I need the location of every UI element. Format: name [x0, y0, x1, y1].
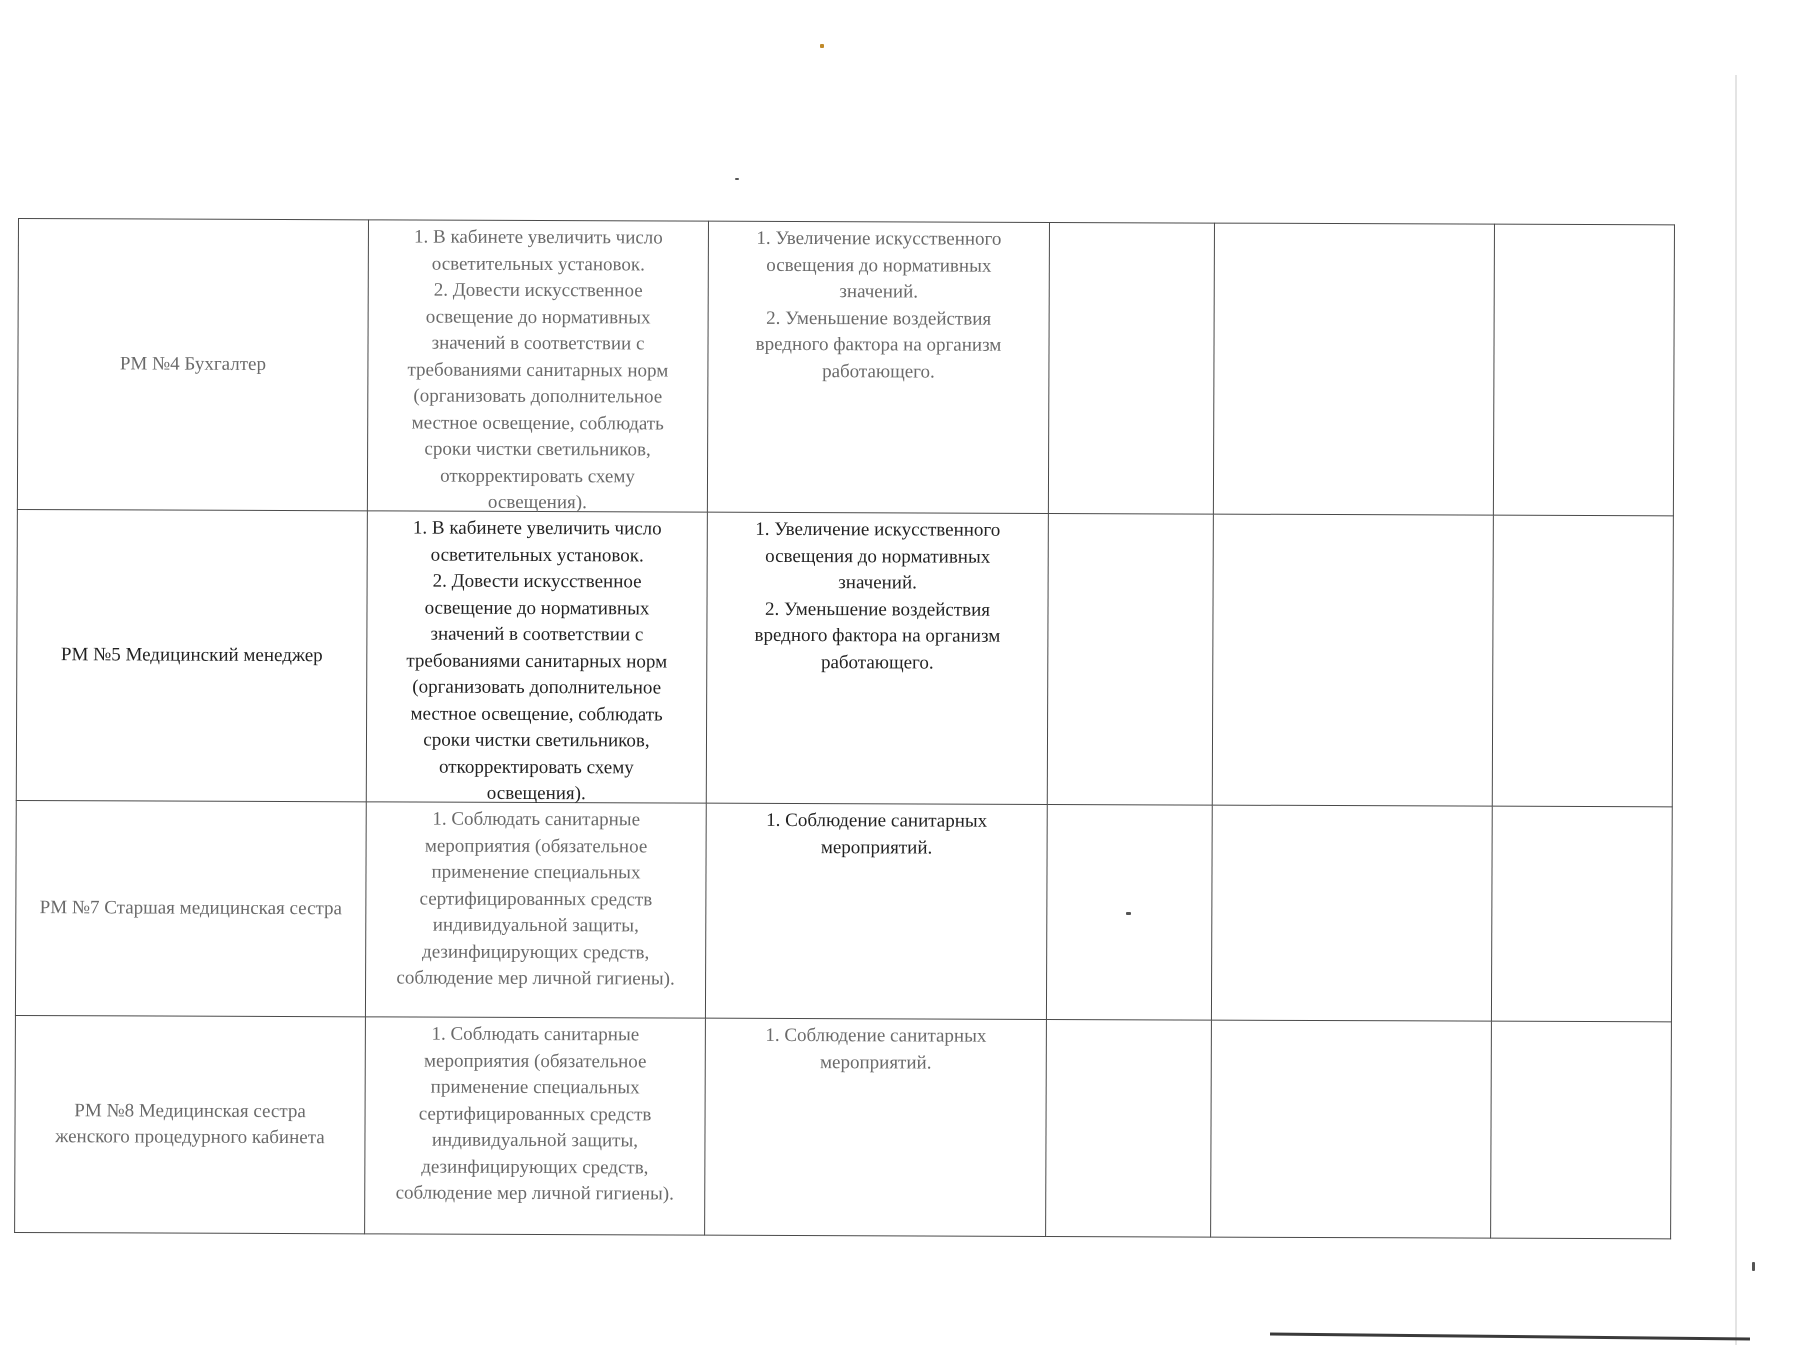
measures-cell [365, 1017, 706, 1235]
goal-cell [707, 221, 1049, 513]
empty-cell [1212, 514, 1493, 806]
workplace-cell [17, 219, 368, 511]
measures-line: сертифицированных средств [419, 888, 653, 910]
empty-cell [1211, 805, 1492, 1021]
measures-line: освещение до нормативных [424, 597, 650, 619]
goal-line: значений. [838, 572, 917, 594]
goal-cell [706, 512, 1048, 804]
table-row [17, 219, 1674, 516]
measures-line: освещения). [487, 491, 587, 514]
workplace-label: РМ №8 Медицинская сестра женского процедурного кабинета [55, 1099, 325, 1149]
workplace-cell [16, 509, 367, 801]
measures-line: освещение до нормативных [425, 306, 651, 328]
table-row [15, 800, 1672, 1021]
measures-line: откорректировать схему [438, 756, 634, 778]
measures-line: значений в соответствии с [431, 332, 645, 355]
goal-line: 2. Уменьшение воздействия [764, 598, 991, 621]
workplace-label: РМ №5 Медицинский менеджер [60, 643, 323, 666]
goal-cell [705, 1018, 1047, 1236]
measures-line: индивидуальной защиты, [431, 1129, 639, 1152]
measures-line: сертифицированных средств [418, 1103, 652, 1125]
empty-cell [1491, 1021, 1672, 1239]
workplace-label: РМ №7 Старшая медицинская сестра [39, 896, 343, 919]
measures-line: мероприятия (обязательное [424, 835, 648, 857]
scan-speck [1752, 1262, 1755, 1271]
measures-line: дезинфицирующих средств, [421, 1156, 649, 1178]
empty-cell [1491, 806, 1672, 1022]
goal-line: 1. Соблюдение санитарных [766, 809, 988, 832]
goal-line: вредного фактора на организм [754, 624, 1001, 647]
measures-line: соблюдение мер личной гигиены). [395, 1182, 674, 1205]
goal-line: 1. Увеличение искусственного [755, 518, 1001, 541]
workplace-label: РМ №4 Бухгалтер [119, 353, 267, 375]
measures-line: 2. Довести искусственное [432, 570, 642, 593]
measures-line: соблюдение мер личной гигиены). [396, 967, 675, 990]
measures-line: местное освещение, соблюдать [411, 412, 664, 434]
empty-cell [1046, 804, 1212, 1020]
goal-line: мероприятий. [820, 1051, 932, 1074]
scan-artifact-line [1270, 1332, 1750, 1340]
empty-cell [1211, 1020, 1492, 1238]
table-row [16, 509, 1673, 806]
measures-cell [367, 220, 708, 512]
measures-line: 1. Соблюдать санитарные [432, 808, 641, 831]
measures-line: требованиями санитарных норм [407, 358, 669, 381]
measures-line: индивидуальной защиты, [432, 914, 639, 937]
goal-line: 1. Соблюдение санитарных [765, 1024, 987, 1047]
empty-cell [1492, 515, 1673, 807]
measures-line: 2. Довести искусственное [433, 279, 643, 302]
measures-line: откорректировать схему [440, 465, 635, 487]
goal-line: 2. Уменьшение воздействия [766, 307, 992, 330]
empty-cell [1046, 1019, 1212, 1237]
goal-cell [705, 803, 1047, 1019]
measures-cell [365, 802, 706, 1018]
measures-line: освещения). [486, 782, 586, 805]
measures-line: 1. В кабинете увеличить число [414, 226, 663, 249]
empty-cell [1048, 222, 1214, 514]
table-row [15, 1015, 1672, 1238]
scanned-page-edge [1735, 75, 1737, 1345]
measures-line: сроки чистки светильников, [423, 729, 650, 752]
goal-line: освещения до нормативных [766, 254, 992, 277]
goal-line: мероприятий. [820, 836, 933, 859]
goal-line: вредного фактора на организм [755, 333, 1002, 356]
measures-line: требованиями санитарных норм [406, 649, 668, 672]
goal-line: 1. Увеличение искусственного [756, 227, 1002, 250]
measures-cell [366, 511, 707, 803]
measures-table [14, 218, 1675, 1239]
measures-line: сроки чистки светильников, [424, 438, 651, 461]
scan-speck [735, 178, 739, 180]
measures-line: мероприятия (обязательное [424, 1050, 647, 1072]
measures-line: осветительных установок. [430, 544, 644, 566]
table-container [14, 218, 1674, 1211]
measures-line: применение специальных [431, 861, 641, 884]
goal-line: работающего. [820, 651, 934, 674]
measures-line: (организовать дополнительное [412, 676, 662, 699]
measures-line: осветительных установок. [431, 253, 645, 275]
workplace-cell [15, 1015, 366, 1233]
empty-cell [1213, 223, 1494, 515]
measures-line: 1. В кабинете увеличить число [412, 517, 662, 540]
measures-line: дезинфицирующих средств, [422, 941, 650, 963]
goal-line: значений. [839, 281, 919, 303]
scan-speck [820, 44, 824, 48]
workplace-cell [15, 800, 366, 1016]
empty-cell [1047, 513, 1213, 805]
measures-line: (организовать дополнительное [413, 385, 663, 408]
measures-line: 1. Соблюдать санитарные [431, 1023, 640, 1046]
measures-line: местное освещение, соблюдать [410, 703, 663, 725]
empty-cell [1493, 224, 1674, 516]
goal-line: освещения до нормативных [765, 545, 991, 568]
measures-line: значений в соответствии с [430, 623, 644, 646]
measures-line: применение специальных [430, 1076, 640, 1099]
goal-line: работающего. [822, 360, 935, 383]
